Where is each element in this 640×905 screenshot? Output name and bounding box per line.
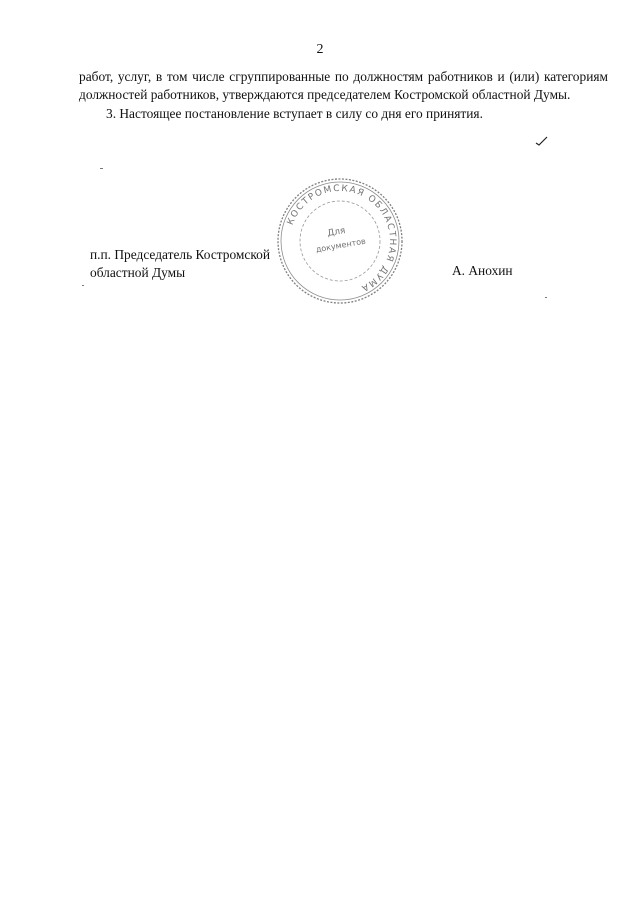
signatory-title-line1: п.п. Председатель Костромской <box>90 247 271 262</box>
signatory-name: А. Анохин <box>452 263 513 278</box>
paragraph-continuation: работ, услуг, в том числе сгруппированные по должностям работников и (или) категориям должностей работников, утверждаются председателем Костромской областной Думы. <box>79 69 608 102</box>
page-number: 2 <box>316 42 324 57</box>
document-body <box>79 68 608 123</box>
signatory-title <box>90 246 270 282</box>
signatory-title-line2: областной Думы <box>90 265 186 280</box>
paragraph-3: 3. Настоящее постановление вступает в силу со дня его принятия. <box>106 106 483 121</box>
handwritten-check-mark <box>535 134 549 146</box>
scan-speck <box>100 168 103 169</box>
scan-speck <box>545 297 547 298</box>
official-seal <box>275 176 405 306</box>
scan-speck <box>82 285 84 286</box>
seal-outer-text: КОСТРОМСКАЯ ОБЛАСТНАЯ ДУМА <box>285 183 398 294</box>
seal-inner-text-line1: Для <box>326 225 347 239</box>
seal-inner-text-line2: документов <box>315 236 367 255</box>
